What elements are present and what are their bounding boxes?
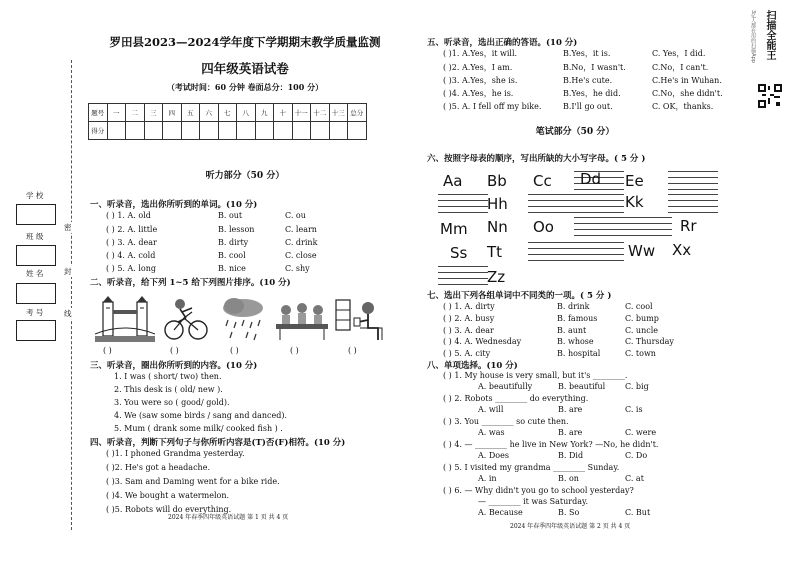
s5-q3-c: C.He's in Wuhan.	[652, 76, 722, 85]
score-input[interactable]	[311, 122, 330, 140]
s5-q4: ( )4. A.Yes，he is.	[443, 89, 514, 98]
score-header-row	[89, 104, 367, 122]
s8-q2: ( ) 2. Robots ________ do everything.	[443, 394, 589, 403]
s3-q5: 5. Mum ( drank some milk/ cooked fish ) .	[114, 424, 283, 433]
s8-q2-c: C. is	[625, 405, 643, 414]
letter-tt: Tt	[487, 243, 503, 261]
letter-rr: Rr	[680, 217, 697, 235]
s5-q1-c: C. Yes，I did.	[652, 49, 706, 58]
s7-q3: ( ) 3. A. dear	[443, 326, 494, 335]
s1-q4-b: B. cool	[218, 251, 246, 260]
score-input[interactable]	[181, 122, 200, 140]
s7-q5-b: B. hospital	[557, 349, 601, 358]
score-input[interactable]	[163, 122, 182, 140]
letter-aa: Aa	[443, 172, 463, 190]
blank-lines[interactable]	[528, 194, 578, 214]
score-input[interactable]	[274, 122, 293, 140]
s2-bracket-4[interactable]: ( )	[290, 346, 299, 355]
s1-q3-c: C. drink	[285, 238, 318, 247]
s7-q1-b: B. drink	[557, 302, 590, 311]
score-input[interactable]	[126, 122, 145, 140]
written-heading: 笔试部分（50 分）	[535, 127, 615, 137]
exam-subtitle: 四年级英语试卷	[201, 61, 289, 76]
score-table	[88, 103, 367, 140]
s5-q3-b: B.He's cute.	[563, 76, 613, 85]
s4-q4: ( )4. We bought a watermelon.	[106, 491, 230, 500]
s1-q2: ( ) 2. A. little	[106, 225, 158, 234]
score-cell: 十	[274, 104, 293, 122]
score-cell: 三	[144, 104, 163, 122]
score-input[interactable]	[218, 122, 237, 140]
s5-q5-b: B.I'll go out.	[563, 102, 613, 111]
section-5-title: 五、听录音，选出正确的答语。(10 分)	[427, 38, 578, 48]
blank-lines[interactable]	[574, 242, 624, 262]
s8-q5: ( ) 5. I visited my grandma ________ Sunday.	[443, 463, 620, 472]
letter-zz: Zz	[487, 268, 506, 286]
school-label: 学 校	[26, 191, 44, 200]
s5-q5-c: C. OK，thanks.	[652, 102, 714, 111]
s5-q2: ( )2. A.Yes，I am.	[443, 63, 513, 72]
s1-q2-b: B. lesson	[218, 225, 255, 234]
score-input[interactable]	[255, 122, 274, 140]
s8-q3-a: A. was	[478, 428, 505, 437]
rain-picture	[218, 294, 268, 342]
s1-q1-b: B. out	[218, 211, 243, 220]
s8-q5-c: C. at	[625, 474, 644, 483]
section-8-title: 八、单项选择。(10 分)	[427, 361, 518, 371]
listening-heading: 听力部分（50 分）	[205, 171, 285, 181]
s5-q1-b: B.Yes，it is.	[563, 49, 611, 58]
letter-xx: Xx	[672, 241, 692, 259]
s1-q4-c: C. close	[285, 251, 317, 260]
exam-no-label: 考 号	[26, 308, 44, 317]
score-input[interactable]	[144, 122, 163, 140]
score-input[interactable]	[329, 122, 348, 140]
s5-q2-b: B.No，I wasn't.	[563, 63, 626, 72]
s8-q6-a: A. Because	[478, 508, 523, 517]
score-cell: 十三	[329, 104, 348, 122]
seal-line	[71, 60, 72, 530]
s5-q2-c: C.No，I can't.	[652, 63, 709, 72]
s1-q4: ( ) 4. A. cold	[106, 251, 156, 260]
s3-q3: 3. You were so ( good/ gold).	[114, 398, 230, 407]
section-3-title: 三、听录音，圈出你所听到的内容。(10 分)	[90, 361, 258, 371]
letter-hh: Hh	[487, 195, 508, 213]
classroom-picture	[272, 294, 332, 342]
s1-q5: ( ) 5. A. long	[106, 264, 157, 273]
s8-q6: ( ) 6. — Why didn't you go to school yesterday?	[443, 486, 634, 495]
name-field[interactable]	[16, 283, 56, 304]
s8-q6-c: C. But	[625, 508, 651, 517]
s1-q1: ( ) 1. A. old	[106, 211, 151, 220]
score-cell: 十一	[292, 104, 311, 122]
s7-q5-c: C. town	[625, 349, 656, 358]
score-cell: 五	[181, 104, 200, 122]
score-row-label: 得分	[89, 122, 108, 140]
blank-lines[interactable]	[528, 242, 578, 262]
score-cell: 一	[107, 104, 126, 122]
letter-ss: Ss	[450, 244, 468, 262]
footer-left: 2024 年春季四年级英语试题 第 1 页 共 4 页	[168, 514, 289, 521]
score-cell: 九	[255, 104, 274, 122]
s3-q1: 1. I was ( short/ two) then.	[114, 372, 222, 381]
score-value-row	[89, 122, 367, 140]
letter-ww: Ww	[628, 242, 656, 260]
s1-q3: ( ) 3. A. dear	[106, 238, 157, 247]
s5-q1: ( )1. A.Yes，it will.	[443, 49, 518, 58]
s5-q3: ( )3. A.Yes，she is.	[443, 76, 518, 85]
s7-q2: ( ) 2. A. busy	[443, 314, 495, 323]
blank-lines[interactable]	[438, 194, 488, 214]
s8-q1-a: A. beautifully	[478, 382, 533, 391]
bridge-picture	[95, 294, 155, 342]
s1-q1-c: C. ou	[285, 211, 306, 220]
s3-q2: 2. This desk is ( old/ new ).	[114, 385, 223, 394]
scanner-strip	[748, 0, 794, 561]
score-input[interactable]	[107, 122, 126, 140]
scanner-app-tagline: 3亿人都在用的扫描App	[750, 10, 756, 63]
score-cell: 十二	[311, 104, 330, 122]
blank-lines[interactable]	[438, 266, 488, 286]
s7-q5: ( ) 5. A. city	[443, 349, 491, 358]
s8-q4-c: C. Do	[625, 451, 648, 460]
s1-q2-c: C. learn	[285, 225, 317, 234]
score-input[interactable]	[200, 122, 219, 140]
s8-q4: ( ) 4. — ________ he live in New York? —No, he didn't.	[443, 440, 659, 449]
s5-q5: ( )5. A. I fell off my bike.	[443, 102, 542, 111]
s4-q5: ( )5. Robots will do everything.	[106, 505, 232, 514]
s8-q4-a: A. Does	[478, 451, 509, 460]
seal-char-2: 封	[64, 267, 72, 276]
s7-q2-c: C. bump	[625, 314, 659, 323]
scanner-app-name: 扫描全能王	[764, 10, 775, 60]
s3-q4: 4. We (saw some birds / sang and danced).	[114, 411, 288, 420]
s8-q6-b: B. So	[558, 508, 580, 517]
school-field[interactable]	[16, 204, 56, 225]
score-cell: 八	[237, 104, 256, 122]
exam-info: （考试时间：60 分钟 卷面总分：100 分）	[166, 82, 324, 92]
s2-bracket-3[interactable]: ( )	[230, 346, 239, 355]
score-cell: 二	[126, 104, 145, 122]
s1-q3-b: B. dirty	[218, 238, 249, 247]
exam-no-field[interactable]	[16, 320, 56, 341]
score-input[interactable]	[348, 122, 367, 140]
s7-q4-c: C. Thursday	[625, 337, 674, 346]
section-4-title: 四、听录音，判断下列句子与你所听内容是(T)否(F)相符。(10 分)	[90, 438, 346, 448]
s4-q1: ( )1. I phoned Grandma yesterday.	[106, 449, 245, 458]
s4-q2: ( )2. He's got a headache.	[106, 463, 210, 472]
section-2-title: 二、听录音，给下列 1~5 给下列图片排序。(10 分)	[90, 278, 291, 288]
s2-bracket-5[interactable]: ( )	[348, 346, 357, 355]
section-6-title: 六、按照字母表的顺序，写出所缺的大小写字母。( 5 分 )	[427, 154, 646, 164]
letter-cc: Cc	[533, 172, 552, 190]
blank-lines[interactable]	[668, 171, 718, 191]
s8-q1-c: C. big	[625, 382, 649, 391]
s7-q3-b: B. aunt	[557, 326, 587, 335]
s8-q6-line2: — ________ it was Saturday.	[478, 497, 588, 506]
s8-q5-a: A. in	[478, 474, 497, 483]
bike-fall-picture	[160, 294, 212, 342]
letter-kk: Kk	[625, 193, 644, 211]
class-field[interactable]	[16, 245, 56, 266]
blank-lines[interactable]	[574, 194, 624, 214]
s8-q3-c: C. were	[625, 428, 657, 437]
score-cell: 四	[163, 104, 182, 122]
letter-mm: Mm	[440, 220, 468, 238]
s8-q3: ( ) 3. You ________ so cute then.	[443, 417, 569, 426]
s8-q2-a: A. will	[478, 405, 504, 414]
s2-bracket-1[interactable]: ( )	[103, 346, 112, 355]
section-1-title: 一、听录音，选出你所听到的单词。(10 分)	[90, 200, 258, 210]
s2-bracket-2[interactable]: ( )	[170, 346, 179, 355]
footer-right: 2024 年春季四年级英语试题 第 2 页 共 4 页	[510, 523, 631, 530]
letter-oo: Oo	[533, 218, 554, 236]
seal-char-1: 密	[64, 223, 72, 232]
s8-q1-b: B. beautiful	[558, 382, 606, 391]
score-cell: 六	[200, 104, 219, 122]
section-7-title: 七、选出下列各组单词中不同类的一项。( 5 分 )	[427, 291, 612, 301]
s7-q4: ( ) 4. A. Wednesday	[443, 337, 522, 346]
letter-bb: Bb	[487, 172, 507, 190]
s8-q4-b: B. Did	[558, 451, 584, 460]
s7-q3-c: C. uncle	[625, 326, 658, 335]
blank-lines[interactable]	[668, 194, 718, 214]
qr-code-icon	[758, 84, 782, 108]
class-label: 班 级	[26, 232, 44, 241]
s7-q2-b: B. famous	[557, 314, 598, 323]
s5-q4-b: B.Yes，he did.	[563, 89, 621, 98]
score-cell: 题号	[89, 104, 108, 122]
s7-q1: ( ) 1. A. dirty	[443, 302, 495, 311]
s5-q4-c: C.No，she didn't.	[652, 89, 723, 98]
letter-nn: Nn	[487, 218, 508, 236]
score-input[interactable]	[292, 122, 311, 140]
score-input[interactable]	[237, 122, 256, 140]
s1-q5-b: B. nice	[218, 264, 246, 273]
s7-q4-b: B. whose	[557, 337, 594, 346]
s7-q1-c: C. cool	[625, 302, 653, 311]
blank-lines[interactable]	[622, 217, 672, 237]
s8-q1: ( ) 1. My house is very small, but it's ________.	[443, 371, 628, 380]
reading-picture	[334, 294, 384, 342]
s1-q5-c: C. shy	[285, 264, 310, 273]
score-cell: 总分	[348, 104, 367, 122]
score-cell: 七	[218, 104, 237, 122]
name-label: 姓 名	[26, 269, 44, 278]
letter-dd: Dd	[580, 170, 602, 188]
s8-q2-b: B. are	[558, 405, 583, 414]
seal-char-3: 线	[64, 309, 72, 318]
s8-q5-b: B. on	[558, 474, 579, 483]
s8-q3-b: B. are	[558, 428, 583, 437]
s4-q3: ( )3. Sam and Daming went for a bike ride.	[106, 477, 280, 486]
blank-lines[interactable]	[574, 217, 624, 237]
exam-title: 罗田县2023—2024学年度下学期期末教学质量监测	[109, 35, 381, 49]
letter-ee: Ee	[625, 172, 644, 190]
